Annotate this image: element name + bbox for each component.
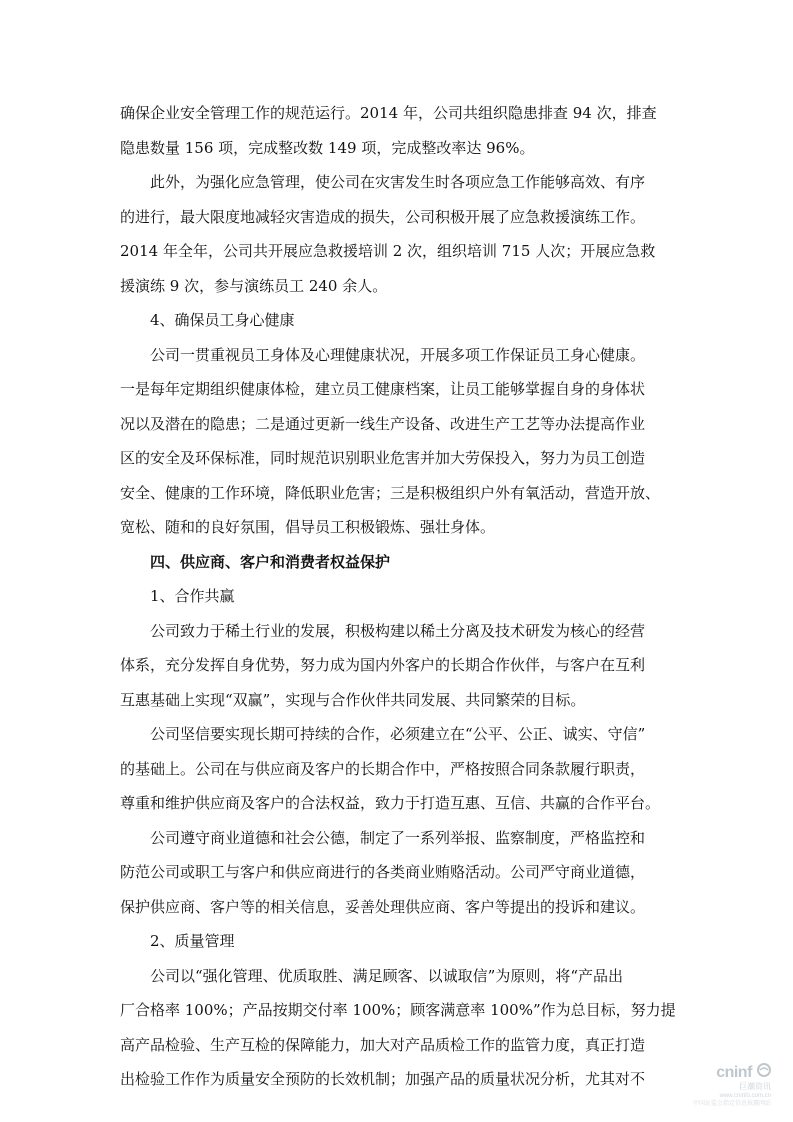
watermark-description: 中国证监会指定信息披露网站 [692,1100,771,1107]
body-line: 宽松、随和的良好氛围，倡导员工积极锻炼、强壮身体。 [120,518,496,536]
body-line: 况以及潜在的隐患；二是通过更新一线生产设备、改进生产工艺等办法提高作业 [120,414,646,433]
body-line: 体系，充分发挥自身优势，努力成为国内外客户的长期合作伙伴，与客户在互利 [120,656,646,674]
subheading: 2、质量管理 [150,932,235,950]
body-line: 隐患数量 156 项，完成整改数 149 项，完成整改率达 96%。 [120,138,535,157]
body-line: 高产品检验、生产互检的保障能力，加大对产品质检工作的监管力度，真正打造 [120,1035,646,1054]
subheading: 4、确保员工身心健康 [150,311,295,329]
body-line: 安全、健康的工作环境，降低职业危害；三是积极组织户外有氧活动，营造开放、 [120,483,661,502]
body-line: 的进行，最大限度地减轻灾害造成的损失，公司积极开展了应急救援演练工作。 [120,207,646,226]
body-line: 公司遵守商业道德和社会公德，制定了一系列举报、监察制度，严格监控和 [150,828,646,847]
body-line: 互惠基础上实现“双赢”，实现与合作伙伴共同发展、共同繁荣的目标。 [120,690,586,709]
body-line: 尊重和维护供应商及客户的合法权益，致力于打造互惠、互信、共赢的合作平台。 [120,794,661,812]
body-line: 区的安全及环保标准，同时规范识别职业危害并加大劳保投入，努力为员工创造 [120,449,646,467]
watermark-url: www.cninfo.com.cn [719,1093,771,1099]
body-line: 确保企业安全管理工作的规范运行。2014 年，公司共组织隐患排查 94 次，排查 [120,104,657,122]
watermark-brand: 巨潮资讯 [739,1082,771,1091]
cninfo-logo-icon [757,1063,771,1077]
watermark-logo-text: cninf [716,1064,752,1081]
body-line: 援演练 9 次，参与演练员工 240 余人。 [120,276,388,295]
body-line: 公司以“强化管理、优质取胜、满足顾客、以诚取信”为原则，将“产品出 [150,966,624,985]
body-line: 保护供应商、客户等的相关信息，妥善处理供应商、客户等提出的投诉和建议。 [120,897,646,916]
subheading: 1、合作共赢 [150,587,235,605]
body-line: 2014 年全年，公司共开展应急救援培训 2 次，组织培训 715 人次；开展应急救 [120,242,656,260]
body-line: 此外，为强化应急管理，使公司在灾害发生时各项应急工作能够高效、有序 [150,173,646,191]
body-line: 的基础上。公司在与供应商及客户的长期合作中，严格按照合同条款履行职责， [120,759,646,778]
section-heading: 四、供应商、客户和消费者权益保护 [150,552,391,571]
body-line: 出检验工作作为质量安全预防的长效机制；加强产品的质量状况分析，尤其对不 [120,1070,646,1088]
body-line: 公司致力于稀土行业的发展，积极构建以稀土分离及技术研发为核心的经营 [150,621,646,640]
body-line: 厂合格率 100%；产品按期交付率 100%；顾客满意率 100%”作为总目标，努力提 [120,1001,676,1019]
body-line: 一是每年定期组织健康体检，建立员工健康档案，让员工能够掌握自身的身体状 [120,380,646,398]
cninfo-watermark [671,1062,771,1108]
body-line: 公司坚信要实现长期可持续的合作，必须建立在“公平、公正、诚实、守信” [150,725,646,743]
body-line: 防范公司或职工与客户和供应商进行的各类商业贿赂活动。公司严守商业道德， [120,863,646,881]
body-line: 公司一贯重视员工身体及心理健康状况，开展多项工作保证员工身心健康。 [150,345,646,364]
page-body [120,96,676,1097]
